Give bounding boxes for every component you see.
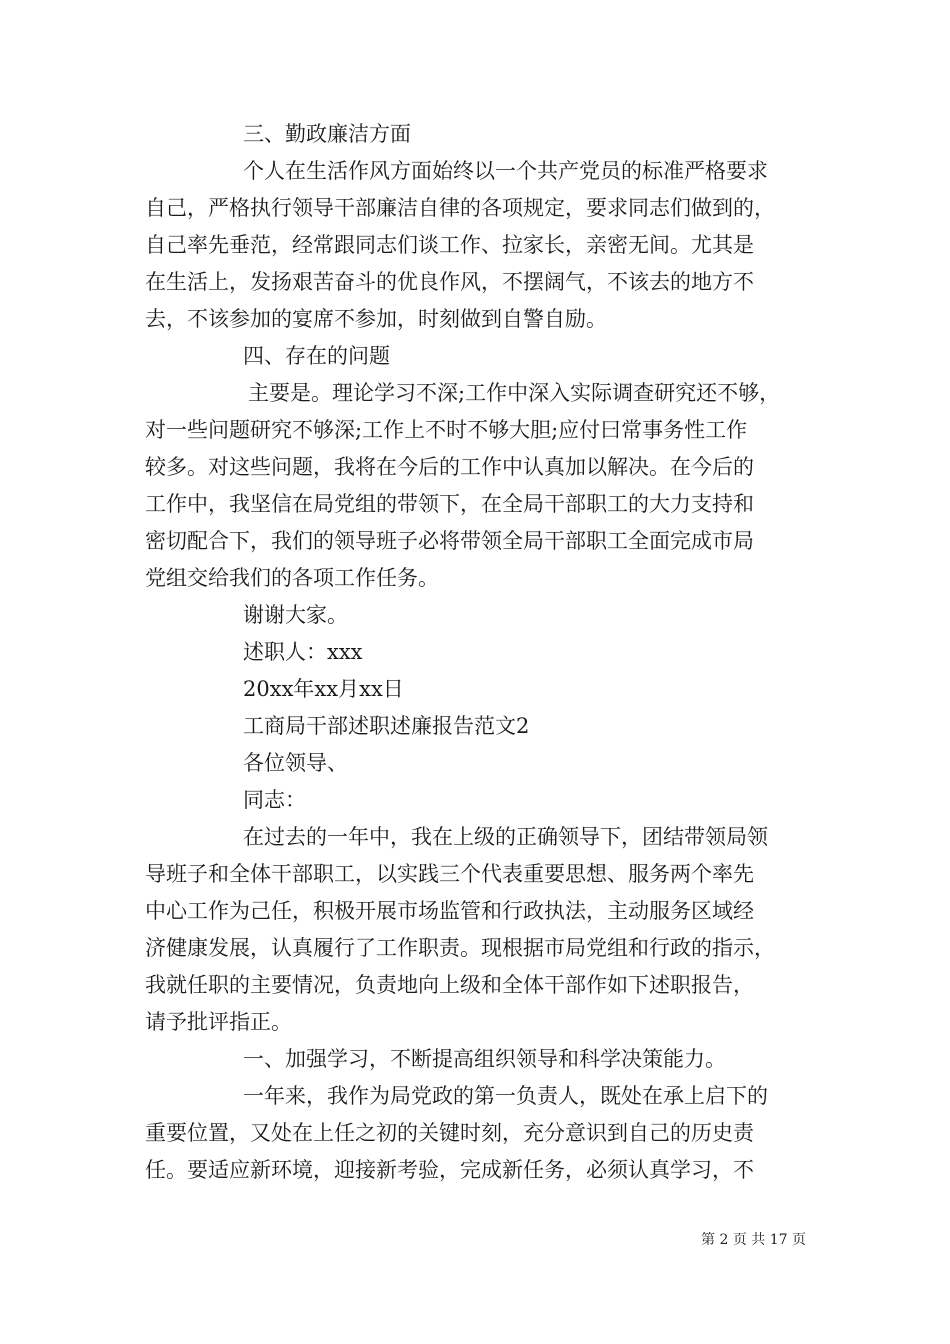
section-heading-study: 一、加强学习，不断提高组织领导和科学决策能力。 <box>243 1047 726 1071</box>
paragraph-line: 主要是。理论学习不深;工作中深入实际调查研究还不够， <box>248 381 781 405</box>
paragraph-line: 重要位置，又处在上任之初的关键时刻，充分意识到自己的历史责 <box>145 1121 754 1145</box>
paragraph-line: 我就任职的主要情况，负责地向上级和全体干部作如下述职报告， <box>145 973 754 997</box>
reporter-line: 述职人：xxx <box>243 640 363 664</box>
date-line: 20xx年xx月xx日 <box>243 677 404 701</box>
paragraph-line: 自己，严格执行领导干部廉洁自律的各项规定，要求同志们做到的， <box>145 196 775 220</box>
paragraph-line: 较多。对这些问题，我将在今后的工作中认真加以解决。在今后的 <box>145 455 754 479</box>
salutation-line: 同志： <box>243 788 306 812</box>
paragraph-line: 导班子和全体干部职工，以实践三个代表重要思想、服务两个率先 <box>145 862 754 886</box>
section-heading-integrity: 三、勤政廉洁方面 <box>243 122 411 146</box>
section-heading-problems: 四、存在的问题 <box>243 344 390 368</box>
paragraph-line: 请予批评指正。 <box>145 1010 292 1034</box>
page-number-footer: 第 2 页 共 17 页 <box>701 1232 806 1248</box>
salutation-line: 各位领导、 <box>243 751 348 775</box>
thanks-line: 谢谢大家。 <box>243 603 348 627</box>
document-body <box>145 116 805 1189</box>
paragraph-line: 在生活上，发扬艰苦奋斗的优良作风，不摆阔气，不该去的地方不 <box>145 270 754 294</box>
paragraph-line: 中心工作为己任，积极开展市场监管和行政执法，主动服务区域经 <box>145 899 754 923</box>
paragraph-line: 在过去的一年中，我在上级的正确领导下，团结带领局领 <box>243 825 768 849</box>
paragraph-line: 工作中，我坚信在局党组的带领下，在全局干部职工的大力支持和 <box>145 492 754 516</box>
paragraph-line: 去，不该参加的宴席不参加，时刻做到自警自励。 <box>145 307 607 331</box>
paragraph-line: 党组交给我们的各项工作任务。 <box>145 566 439 590</box>
paragraph-line: 对一些问题研究不够深;工作上不时不够大胆;应付曰常事务性工作 <box>145 418 748 442</box>
paragraph-line: 个人在生活作风方面始终以一个共产党员的标准严格要求 <box>243 159 768 183</box>
paragraph-line: 密切配合下，我们的领导班子必将带领全局干部职工全面完成市局 <box>145 529 754 553</box>
paragraph-line: 济健康发展，认真履行了工作职责。现根据市局党组和行政的指示， <box>145 936 775 960</box>
paragraph-line: 任。要适应新环境，迎接新考验，完成新任务，必须认真学习，不 <box>145 1158 754 1182</box>
paragraph-line: 一年来，我作为局党政的第一负责人，既处在承上启下的 <box>243 1084 768 1108</box>
document-title-2: 工商局干部述职述廉报告范文2 <box>243 714 530 738</box>
paragraph-line: 自己率先垂范，经常跟同志们谈工作、拉家长，亲密无间。尤其是 <box>145 233 754 257</box>
